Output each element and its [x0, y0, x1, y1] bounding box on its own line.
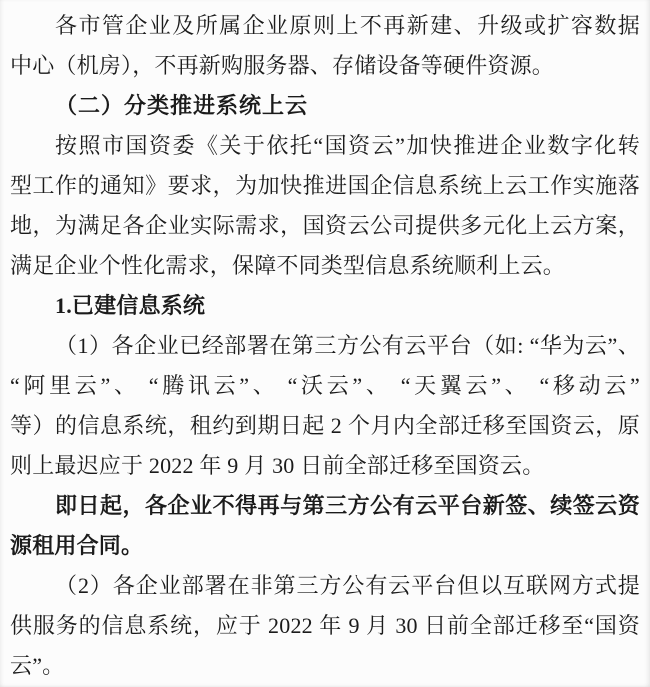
text-line: 则上最迟应于 2022 年 9 月 30 日前全部迁移至国资云。 [10, 453, 545, 478]
text-line: 型工作的通知》要求，为加快推进国企信息系统上云工作实施落 [10, 173, 640, 198]
text-line: 源租用合同。 [10, 533, 144, 558]
text-line: 按照市国资委《关于依托“国资云”加快推进企业数字化转 [55, 133, 640, 158]
text-line: 即日起，各企业不得再与第三方公有云平台新签、续签云资 [55, 493, 640, 518]
text-line: （2）各企业部署在非第三方公有云平台但以互联网方式提 [55, 573, 640, 598]
text-line: 各市管企业及所属企业原则上不再新建、升级或扩容数据 [55, 13, 640, 38]
text-line: 1.已建信息系统 [55, 293, 206, 318]
text-line: （1）各企业已经部署在第三方公有云平台（如: “华为云”、 [55, 333, 640, 358]
text-line: 中心（机房），不再新购服务器、存储设备等硬件资源。 [10, 53, 555, 78]
text-line: 满足企业个性化需求，保障不同类型信息系统顺利上云。 [10, 253, 566, 278]
text-line: （二）分类推进系统上云 [55, 93, 309, 118]
text-line: 供服务的信息系统，应于 2022 年 9 月 30 日前全部迁移至“国资 [10, 613, 640, 638]
text-line: 等）的信息系统，租约到期日起 2 个月内全部迁移至国资云，原 [10, 413, 640, 438]
text-line: 地，为满足各企业实际需求，国资云公司提供多元化上云方案， [10, 213, 640, 238]
text-line: “阿里云”、 “腾讯云”、 “沃云”、 “天翼云”、 “移动云” [10, 373, 640, 398]
text-line: 云”。 [10, 653, 65, 678]
